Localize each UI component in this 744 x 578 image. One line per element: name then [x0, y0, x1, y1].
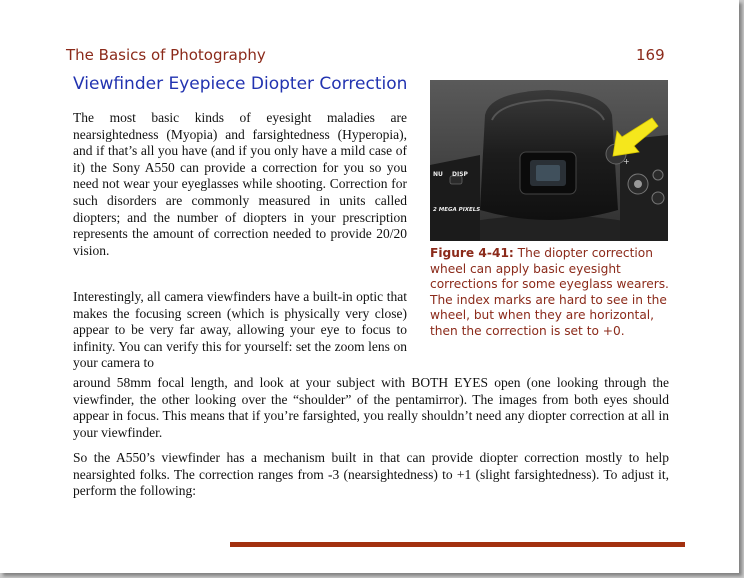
camera-back-illustration — [430, 80, 668, 241]
figure-caption — [430, 246, 680, 339]
body-paragraph: The most basic kinds of eyesight maladies are nearsightedness (Myopia) and farsightedness (Hyperopia), and if that’s all you have (and if you only have a mild case of it) the Sony A550 can provide a correction for you so you need not wear your eyeglasses while shooting. Correction for such disorders are commonly measured in units called diopters; and the number of diopters in your prescription represents the amount of correction needed to provide 20/20 vision. — [73, 110, 407, 258]
body-paragraph: So the A550’s viewfinder has a mechanism built in that can provide diopter correction mostly to help nearsighted folks. The correction ranges from -3 (nearsightedness) to +1 (slight farsightedness). To adjust it, perform the following: — [73, 450, 669, 499]
camera-megapixel-label: 2 MEGA PIXELS — [433, 207, 481, 213]
figure-caption-label: Figure 4-41: — [430, 246, 514, 260]
footer-rule — [230, 542, 685, 547]
body-paragraph: around 58mm focal length, and look at your subject with BOTH EYES open (one looking through the viewfinder, the other looking over the “shoulder” of the pentamirror). The images from both eyes should appear in focus. This means that if you’re farsighted, you really shouldn’t need any diopter correction at all in your viewfinder. — [73, 375, 669, 440]
camera-photo — [430, 80, 668, 241]
body-paragraph: Interestingly, all camera viewfinders have a built-in optic that makes the focusing screen (which is physically very close) appear to be very far away, allowing your eye to focus to infinity. You can verify this for yourself: set the zoom lens on your camera to — [73, 289, 407, 371]
section-title: Viewfinder Eyepiece Diopter Correction — [73, 74, 408, 94]
figure-caption-text: The diopter correction wheel can apply basic eyesight corrections for some eyeglass wearers. The index marks are hard to see in the wheel, but when they are horizontal, then the correction is set to +0. — [430, 246, 669, 338]
page-number: 169 — [636, 46, 665, 64]
camera-button-label: NU — [433, 171, 443, 178]
camera-button-label: DISP — [452, 171, 468, 178]
running-header-title: The Basics of Photography — [66, 46, 266, 64]
svg-text:+: + — [623, 157, 630, 166]
